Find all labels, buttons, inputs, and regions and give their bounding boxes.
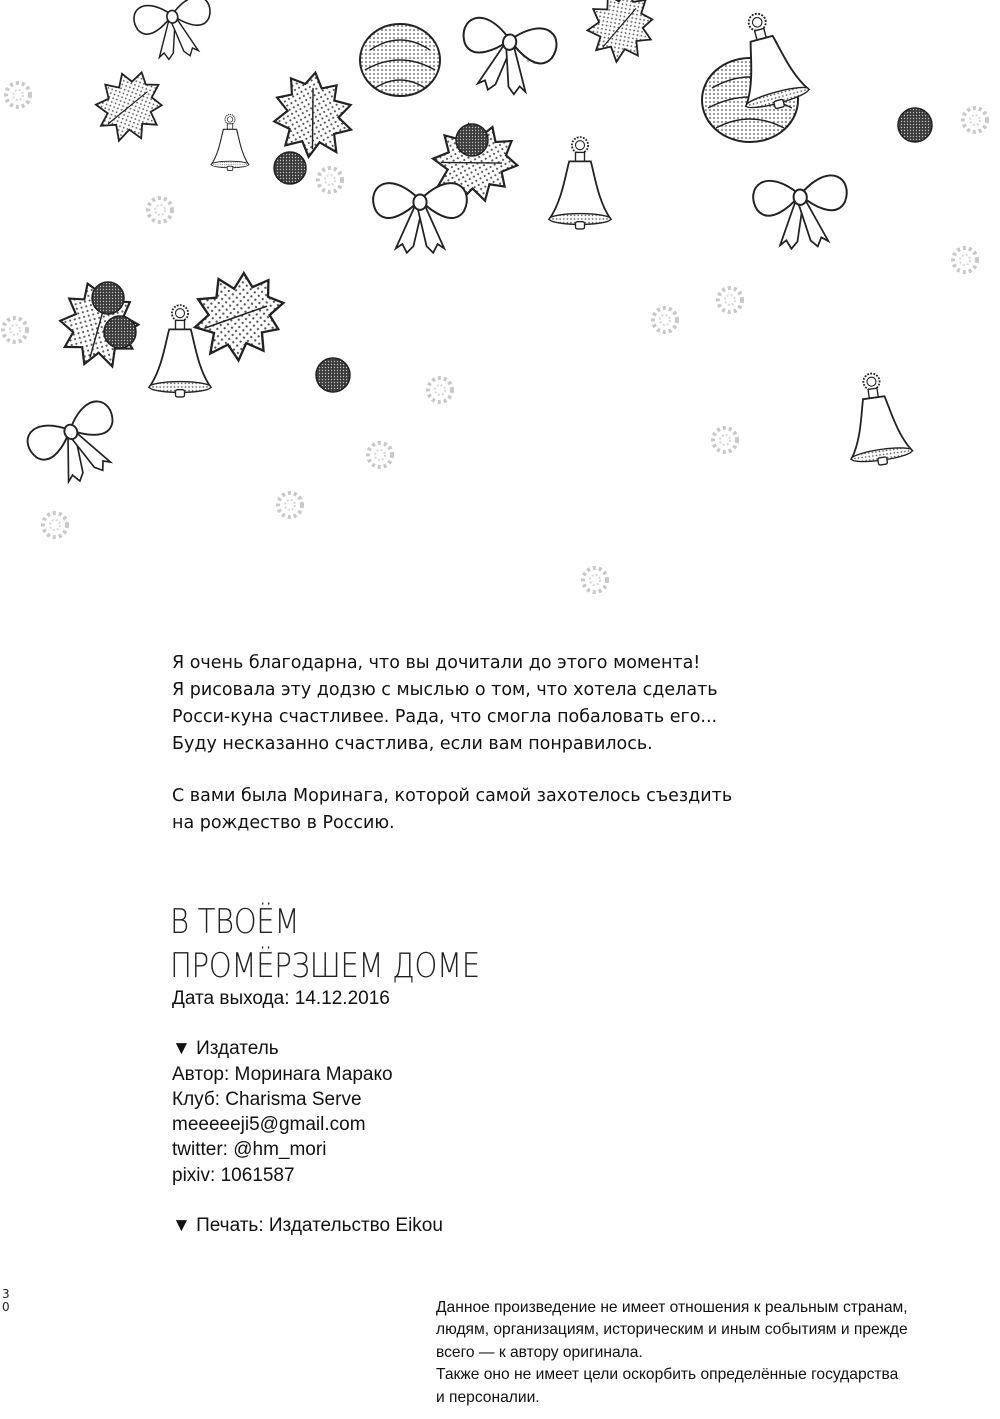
disclaimer-line: Данное произведение не имеет отношения к реальным странам,: [436, 1299, 908, 1316]
release-date: Дата выхода: 14.12.2016: [172, 988, 390, 1009]
book-title: [170, 900, 480, 988]
afterword-line: Буду несказанно счастлива, если вам понравилось.: [172, 734, 653, 754]
publisher-header: ▼ Издатель: [172, 1038, 279, 1060]
afterword-paragraph-1: [172, 650, 812, 758]
disclaimer-line: людям, организациям, историческим и иным событиям и прежде: [436, 1321, 908, 1339]
contact-email: meeeeeji5@gmail.com: [172, 1114, 366, 1136]
afterword-text: [172, 650, 812, 837]
pixiv-id: pixiv: 1061587: [172, 1164, 295, 1186]
page-number-digit: 0: [2, 1300, 10, 1314]
author-name: Автор: Моринага Марако: [172, 1063, 393, 1085]
twitter-handle: twitter: @hm_mori: [172, 1139, 327, 1161]
afterword-line: Я рисовала эту додзю с мыслью о том, что хотела сделать: [172, 680, 718, 700]
christmas-decoration-illustration: [0, 0, 1000, 640]
afterword-line: на рождество в Россию.: [172, 813, 395, 833]
pinecone-icon: [360, 24, 798, 142]
page-number: [2, 1288, 12, 1314]
afterword-line: С вами была Моринага, которой самой захотелось съездить: [172, 786, 733, 806]
club-name: Клуб: Charisma Serve: [172, 1088, 362, 1110]
afterword-line: Я очень благодарна, что вы дочитали до этого момента!: [172, 653, 701, 673]
colophon: [172, 986, 443, 1238]
print-info: ▼ Печать: Издательство Eikou: [172, 1215, 443, 1237]
disclaimer: [436, 1297, 996, 1409]
disclaimer-line: и персоналии.: [436, 1388, 540, 1406]
disclaimer-line: всего — к автору оригинала.: [436, 1343, 643, 1361]
afterword-paragraph-2: [172, 783, 812, 837]
disclaimer-line: Также оно не имеет цели оскорбить определённые государства: [436, 1366, 899, 1384]
book-title-line-2: ПРОМЁРЗШЕМ ДОМЕ: [170, 946, 480, 986]
book-title-line-1: В ТВОЁМ: [170, 902, 300, 942]
afterword-line: Росси-куна счастливее. Рада, что смогла побаловать его...: [172, 707, 718, 727]
page-number-digit: 3: [2, 1287, 10, 1301]
